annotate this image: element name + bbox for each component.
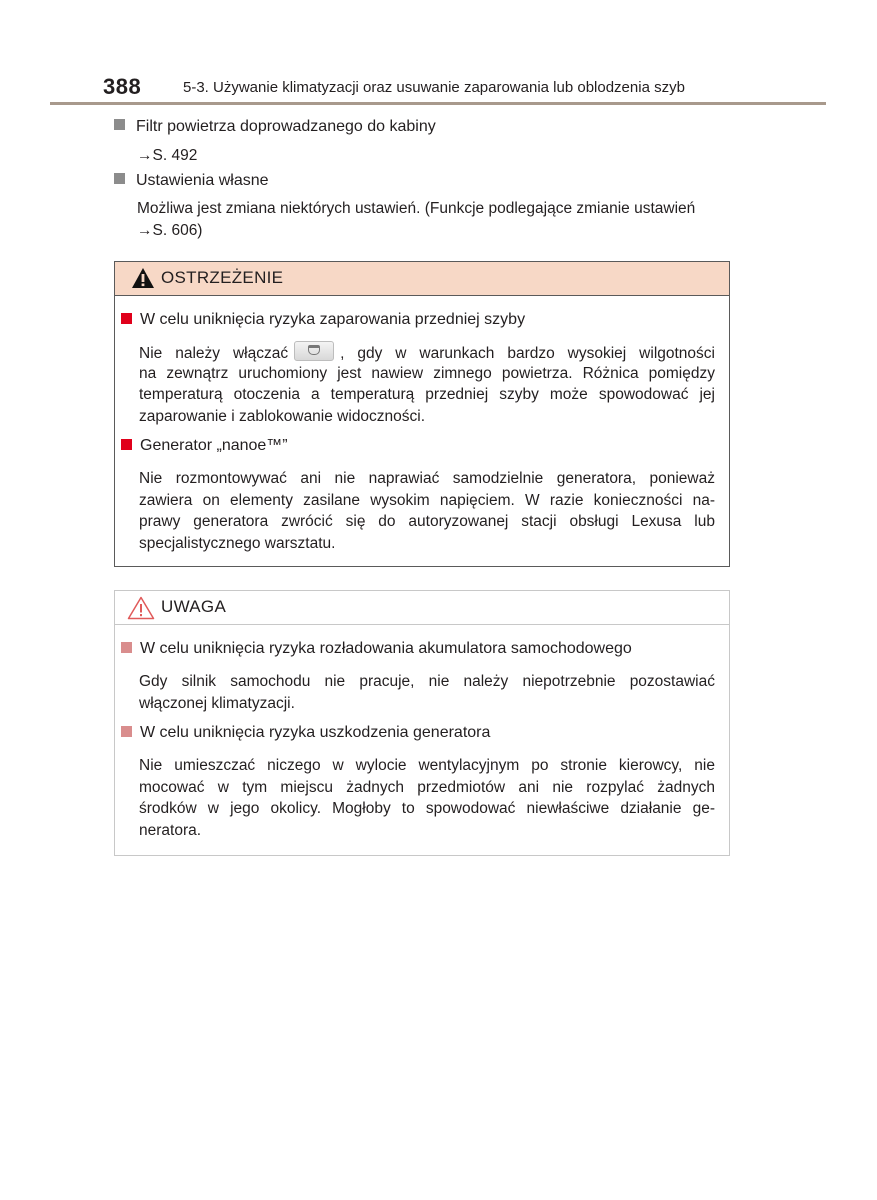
windshield-defog-button-icon (294, 341, 334, 361)
chapter-title: 5-3. Używanie klimatyzacji oraz usuwanie zaparowania lub oblodzenia szyb (183, 79, 685, 96)
text-fragment: Nie należy włączać (139, 345, 289, 362)
text-line: Możliwa jest zmiana niektórych ustawień. (Funkcje podlegające zmianie ustawień (137, 200, 696, 217)
section-heading-text: W celu uniknięcia ryzyka uszkodzenia generatora (140, 724, 491, 741)
text-line: Nie umieszczać niczego w wylocie wentylacyjnym po stronie kierowcy, nie (139, 757, 715, 774)
text-line: temperaturą otoczenia a temperaturą przedniej szyby może spowodować jej (139, 386, 715, 403)
warning-section-heading (121, 437, 288, 455)
pink-square-bullet-icon (121, 642, 132, 653)
notice-section-body (139, 671, 715, 714)
text-line: neratora. (139, 821, 202, 839)
warning-header (115, 262, 729, 296)
item-title: Filtr powietrza doprowadzanego do kabiny (136, 118, 436, 135)
text-line: włączonej klimatyzacji. (139, 694, 295, 712)
text-line: mocować w tym miejscu żadnych przedmiotów ani nie rozpylać żadnych (139, 778, 715, 796)
section-heading-text: Generator „nanoe™” (140, 437, 288, 454)
warning-section-heading (121, 311, 525, 329)
page-header (103, 74, 825, 104)
warning-triangle-icon (131, 267, 155, 289)
page-reference-link[interactable]: →S. 492 (137, 147, 198, 164)
item-body-custom-settings (137, 198, 695, 241)
text-line: Gdy silnik samochodu nie pracuje, nie należy niepotrzebnie pozostawiać (139, 673, 715, 690)
text-line: zawiera on elementy zasilane wysokim napięciem. W razie konieczności na- (139, 491, 715, 509)
section-heading-text: W celu uniknięcia ryzyka rozładowania akumulatora samochodowego (140, 640, 632, 657)
warning-box (114, 261, 730, 567)
text-line (139, 341, 715, 363)
pink-square-bullet-icon (121, 726, 132, 737)
item-heading-custom-settings (114, 172, 269, 190)
text-line: zaparowanie i zablokowanie widoczności. (139, 407, 426, 425)
text-line: środków w jego okolicy. Mogłoby to spowodować niewłaściwe działanie ge- (139, 800, 715, 817)
notice-section-heading (121, 724, 490, 742)
gray-square-bullet-icon (114, 119, 125, 130)
header-divider (50, 102, 826, 105)
item-body-cabin-filter (137, 145, 197, 166)
red-square-bullet-icon (121, 313, 132, 324)
warning-section-body (139, 468, 715, 554)
text-line: prawy generatora zwrócić się do autoryzowanej stacji obsługi Lexusa lub (139, 513, 715, 530)
notice-header (115, 591, 729, 625)
notice-box (114, 590, 730, 856)
page-number: 388 (103, 74, 142, 99)
text-line: Nie rozmontowywać ani nie naprawiać samodzielnie generatora, ponieważ (139, 470, 715, 487)
warning-title: OSTRZEŻENIE (161, 268, 284, 287)
gray-square-bullet-icon (114, 173, 125, 184)
text-line: specjalistycznego warsztatu. (139, 534, 336, 552)
text-line: na zewnątrz uruchomiony jest nawiew zimnego powietrza. Różnica pomiędzy (139, 364, 715, 382)
page-reference-link[interactable]: →S. 606) (137, 221, 203, 239)
caution-triangle-icon (127, 596, 155, 620)
section-heading-text: W celu uniknięcia ryzyka zaparowania przedniej szyby (140, 311, 526, 328)
text-fragment: , gdy w warunkach bardzo wysokiej wilgotności (340, 345, 715, 362)
notice-section-body (139, 755, 715, 841)
item-heading-cabin-filter (114, 118, 436, 136)
notice-section-heading (121, 640, 632, 658)
item-title: Ustawienia własne (136, 172, 269, 189)
warning-section-body (139, 341, 715, 427)
red-square-bullet-icon (121, 439, 132, 450)
notice-title: UWAGA (161, 597, 227, 616)
